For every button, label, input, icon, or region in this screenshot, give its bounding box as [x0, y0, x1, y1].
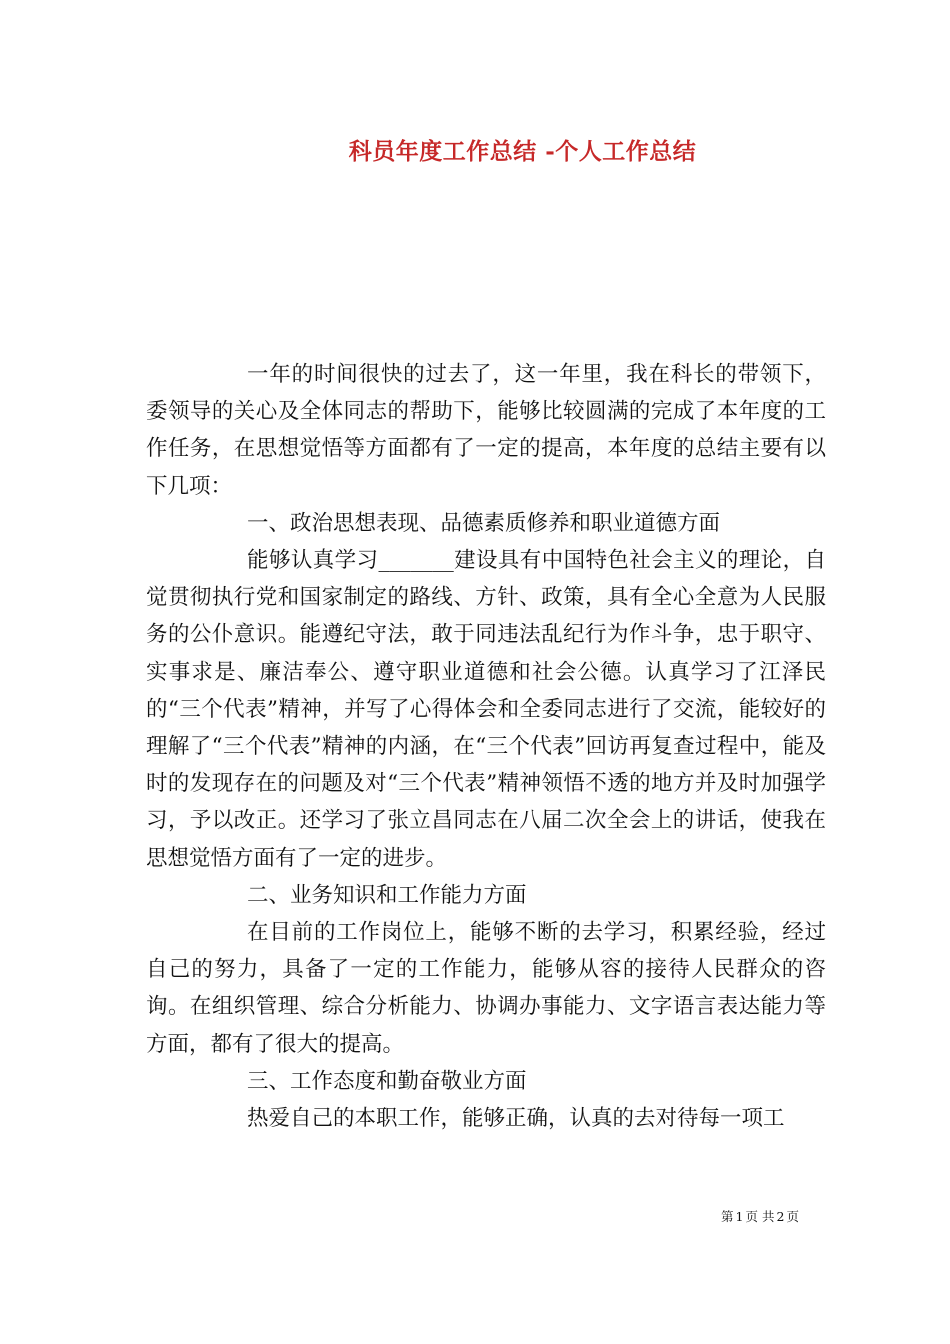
total-pages-number: 2 [776, 1209, 785, 1224]
document-title: 科员年度工作总结 -个人工作总结 [348, 138, 697, 165]
page-mid-text: 页 共 [745, 1209, 775, 1224]
section-heading-1: 一、政治思想表现、品德素质修养和职业道德方面 [247, 510, 721, 536]
section-3-paragraph: 热爱自己的本职工作，能够正确，认真的去对待每一项工 [247, 1106, 785, 1132]
current-page-number: 1 [735, 1209, 744, 1224]
section-1-paragraph: 能够认真学习_______建设具有中国特色社会主义的理论，自觉贯彻执行党和国家制定的路线、方针、政策，具有全心全意为人民服务的公仆意识。能遵纪守法，敢于同违法乱纪行为作斗争，忠于职守、实事求是、廉洁奉公、遵守职业道德和社会公德。认真学习了江泽民的“三个代表”精神，并写了心得体会和全委同志进行了交流，能较好的理解了“三个代表”精神的内涵，在“三个代表”回访再复查过程中，能及时的发现存在的问题及对“三个代表”精神领悟不透的地方并及时加强学习，予以改正。还学习了张立昌同志在八届二次全会上的讲话，使我在思想觉悟方面有了一定的进步。 [146, 548, 826, 871]
section-heading-2: 二、业务知识和工作能力方面 [247, 882, 527, 908]
section-heading-3: 三、工作态度和勤奋敬业方面 [247, 1068, 527, 1094]
document-body [146, 356, 826, 1137]
page-suffix: 页 [786, 1209, 799, 1224]
intro-paragraph: 一年的时间很快的过去了，这一年里，我在科长的带领下，委领导的关心及全体同志的帮助下，能够比较圆满的完成了本年度的工作任务，在思想觉悟等方面都有了一定的提高，本年度的总结主要有以下几项： [146, 362, 826, 499]
page-number-footer [0, 1207, 950, 1225]
page-prefix: 第 [721, 1209, 734, 1224]
section-2-paragraph: 在目前的工作岗位上，能够不断的去学习，积累经验，经过自己的努力，具备了一定的工作能力，能够从容的接待人民群众的咨询。在组织管理、综合分析能力、协调办事能力、文字语言表达能力等方面，都有了很大的提高。 [146, 920, 826, 1057]
